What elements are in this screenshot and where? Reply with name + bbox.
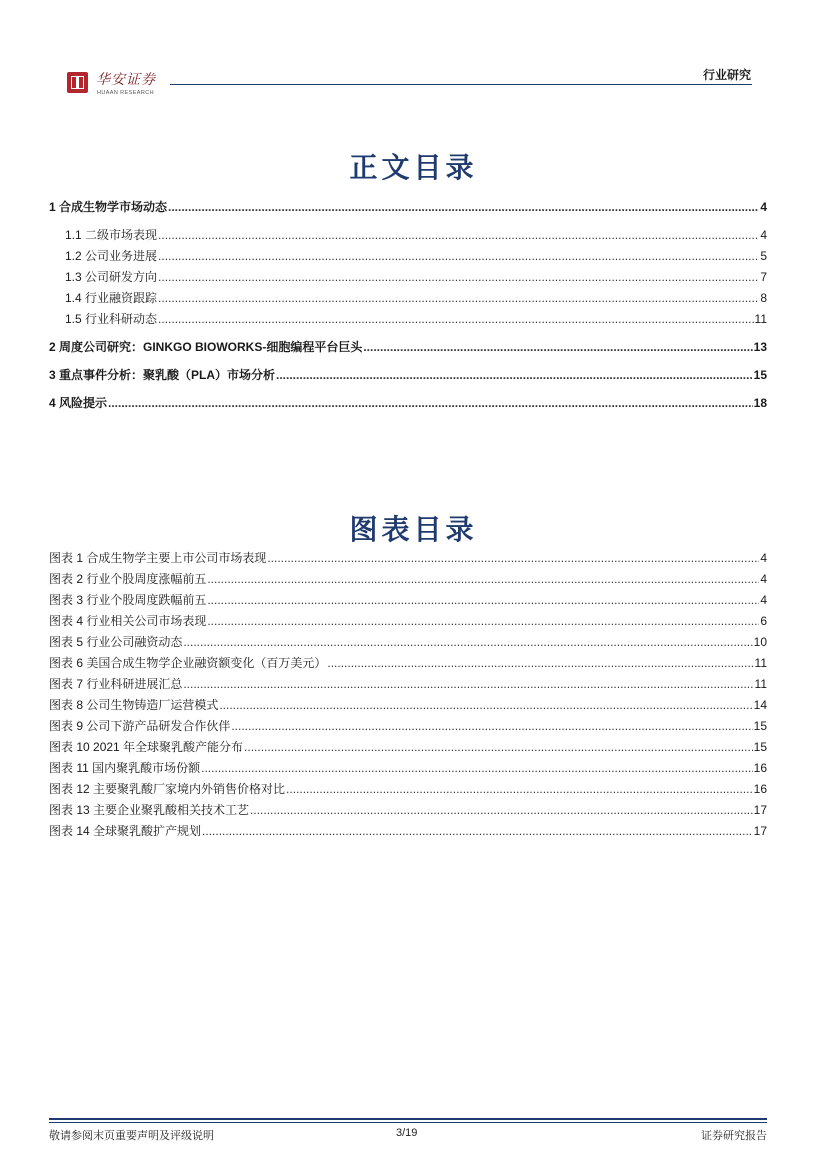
logo-text: 华安证券 [96, 72, 156, 88]
footer-doc-type: 证券研究报告 [701, 1130, 767, 1142]
toc-item[interactable]: 2 周度公司研究：GINKGO BIOWORKS-细胞编程平台巨头 ..... 13 [49, 340, 767, 354]
figure-item[interactable]: 图表 1 合成生物学主要上市公司市场表现 ..... 4 [49, 551, 767, 565]
footer-divider-thin [49, 1122, 767, 1123]
figure-item[interactable]: 图表 7 行业科研进展汇总 ..... 11 [49, 677, 767, 691]
toc-item[interactable]: 1 合成生物学市场动态 ..... 4 [49, 200, 767, 214]
figure-item[interactable]: 图表 4 行业相关公司市场表现 ..... 6 [49, 614, 767, 628]
logo-seal-icon [67, 72, 88, 93]
toc-item[interactable]: 4 风险提示 ..... 18 [49, 396, 767, 410]
page-header [0, 0, 827, 110]
figure-item[interactable]: 图表 10 2021 年全球聚乳酸产能分布 ..... 15 [49, 740, 767, 754]
logo-subtitle: HUAAN RESEARCH [97, 90, 154, 96]
report-type-label: 行业研究 [702, 68, 751, 82]
figure-item[interactable]: 图表 5 行业公司融资动态 ..... 10 [49, 635, 767, 649]
figure-item[interactable]: 图表 14 全球聚乳酸扩产规划 ..... 17 [49, 824, 767, 838]
toc-item[interactable]: 3 重点事件分析：聚乳酸（PLA）市场分析 ..... 15 [49, 368, 767, 382]
header-divider [170, 84, 752, 85]
figure-item[interactable]: 图表 3 行业个股周度跌幅前五 ..... 4 [49, 593, 767, 607]
figure-item[interactable]: 图表 9 公司下游产品研发合作伙伴 ..... 15 [49, 719, 767, 733]
toc-title: 正文目录 [349, 151, 478, 184]
toc-item[interactable]: 1.2 公司业务进展 ..... 5 [49, 249, 767, 263]
footer-divider [49, 1118, 767, 1120]
toc-item[interactable]: 1.3 公司研发方向 ..... 7 [49, 270, 767, 284]
figure-item[interactable]: 图表 13 主要企业聚乳酸相关技术工艺 ..... 17 [49, 803, 767, 817]
figure-item[interactable]: 图表 2 行业个股周度涨幅前五 ..... 4 [49, 572, 767, 586]
toc-item[interactable]: 1.1 二级市场表现 ..... 4 [49, 228, 767, 242]
toc-item[interactable]: 1.4 行业融资跟踪 ..... 8 [49, 291, 767, 305]
figure-item[interactable]: 图表 12 主要聚乳酸厂家境内外销售价格对比 ..... 16 [49, 782, 767, 796]
figure-item[interactable]: 图表 11 国内聚乳酸市场份额 ..... 16 [49, 761, 767, 775]
footer-disclaimer: 敬请参阅末页重要声明及评级说明 [49, 1130, 214, 1142]
figure-item[interactable]: 图表 8 公司生物铸造厂运营模式 ..... 14 [49, 698, 767, 712]
figure-item[interactable]: 图表 6 美国合成生物学企业融资额变化（百万美元） ..... 11 [49, 656, 767, 670]
toc-item[interactable]: 1.5 行业科研动态 ..... 11 [49, 312, 767, 326]
page-number: 3/19 [396, 1127, 418, 1139]
figures-list [49, 551, 767, 838]
toc-list [49, 200, 767, 410]
figures-title: 图表目录 [349, 513, 478, 546]
